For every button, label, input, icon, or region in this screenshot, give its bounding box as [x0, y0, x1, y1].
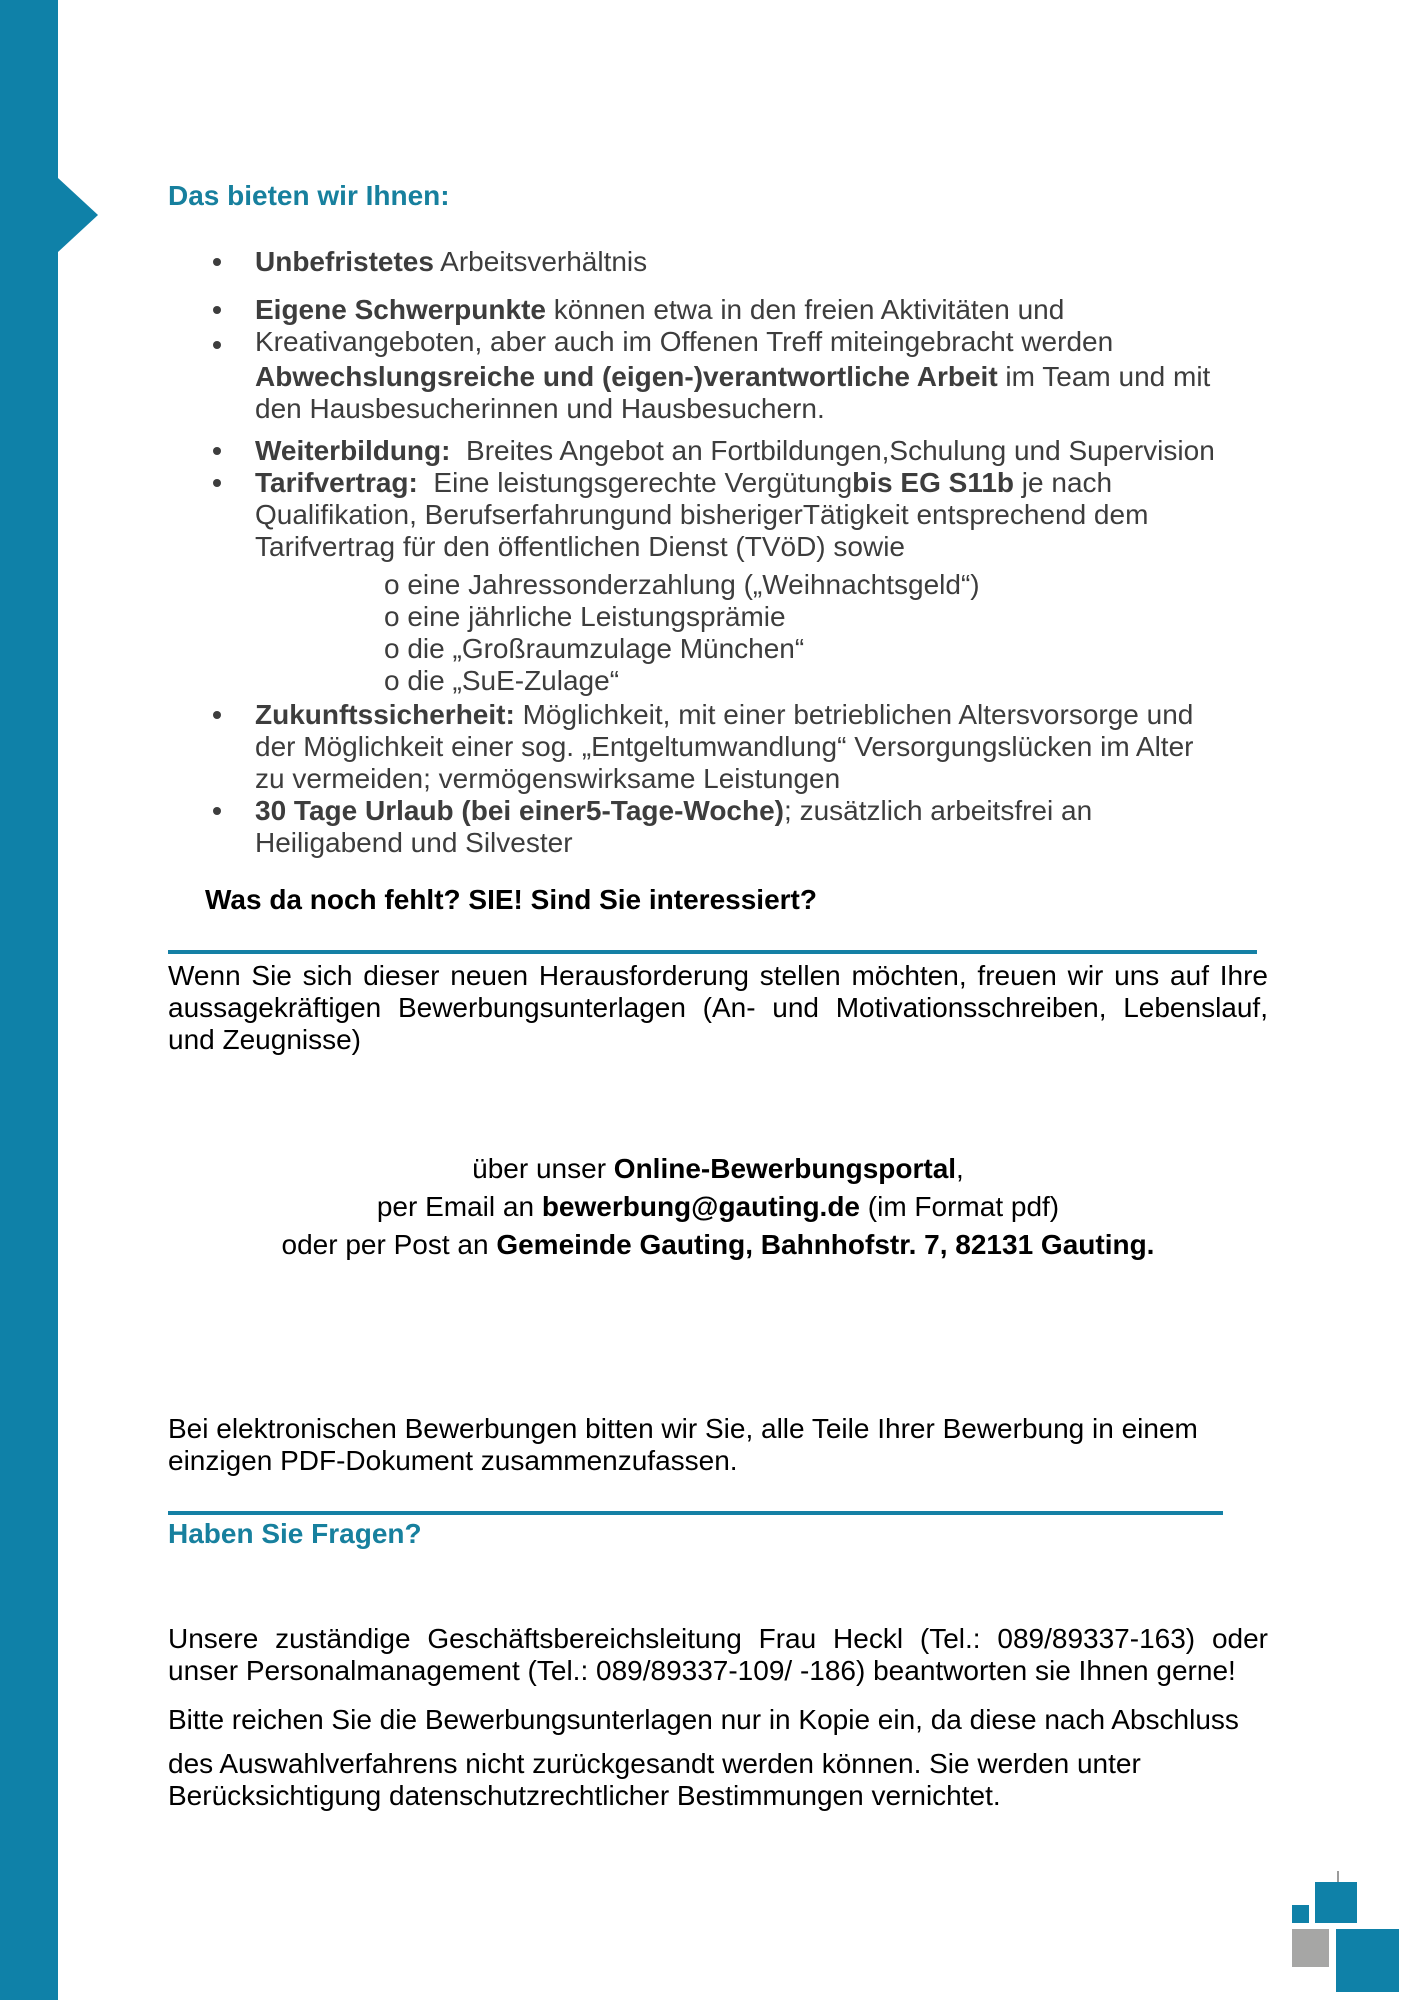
- regular-text: ,: [956, 1153, 964, 1184]
- sub-bullet-text: die „Großraumzulage München“: [399, 633, 805, 664]
- logo-square-small-teal: [1292, 1905, 1309, 1923]
- circle-bullet-marker: o: [384, 633, 400, 664]
- regular-text: im Team und mit: [997, 361, 1211, 392]
- regular-text: zu vermeiden; vermögenswirksame Leistungen: [255, 763, 841, 794]
- pdf-note-paragraph: Bei elektronischen Bewerbungen bitten wir Sie, alle Teile Ihrer Bewerbung in einem einzigen PDF-Dokument zusammenzufassen.: [168, 1413, 1198, 1476]
- offer-list-line: [255, 294, 1215, 326]
- bullet-dot-icon: [213, 258, 221, 266]
- regular-text: Tarifvertrag für den öffentlichen Dienst (TVöD) sowie: [255, 531, 905, 562]
- offer-list-line: [255, 326, 1215, 358]
- application-channels: [168, 1150, 1268, 1264]
- bold-text: bewerbung@gauting.de: [541, 1191, 860, 1222]
- copy-note-line: Bitte reichen Sie die Bewerbungsunterlagen nur in Kopie ein, da diese nach Abschluss: [168, 1704, 1239, 1735]
- offer-list-item: [168, 435, 1215, 467]
- bold-text: Zukunftssicherheit:: [255, 699, 515, 730]
- offer-heading: Das bieten wir Ihnen:: [168, 180, 450, 211]
- bold-text: Tarifvertrag:: [255, 467, 418, 498]
- logo-square-large-teal: [1336, 1929, 1399, 1992]
- logo-square-gray: [1292, 1929, 1329, 1967]
- bold-text: 30 Tage Urlaub (bei einer5-Tage-Woche): [255, 795, 785, 826]
- regular-text: oder per Post an: [281, 1229, 497, 1260]
- offer-list-line: [255, 827, 1215, 859]
- regular-text: Möglichkeit, mit einer betrieblichen Altersvorsorge und: [514, 699, 1194, 730]
- application-channel-line: [168, 1150, 1268, 1188]
- offer-list-item: [168, 246, 1215, 278]
- offer-list-line: [255, 795, 1215, 827]
- bullet-dot-icon: [213, 711, 221, 719]
- offer-list-line: [255, 467, 1215, 499]
- offer-sub-list-item: [384, 601, 1215, 633]
- offer-sub-list-item: [384, 569, 1215, 601]
- offer-list-line: [255, 731, 1215, 763]
- offer-list-item: [168, 294, 1215, 358]
- offer-list-line: [255, 499, 1215, 531]
- regular-text: den Hausbesucherinnen und Hausbesuchern.: [255, 393, 825, 424]
- offer-list-item: [168, 467, 1215, 697]
- offer-list-line: [255, 393, 1215, 425]
- application-channel-line: [168, 1226, 1268, 1264]
- regular-text: über unser: [472, 1153, 614, 1184]
- offer-list-line: [255, 246, 1215, 278]
- bullet-dot-icon: [213, 479, 221, 487]
- offer-list-item: [168, 795, 1215, 859]
- regular-text: Kreativangeboten, aber auch im Offenen Treff miteingebracht werden: [255, 326, 1114, 357]
- bullet-dot-icon: [213, 341, 221, 349]
- left-accent-arrow-icon: [58, 178, 98, 252]
- copy-note-paragraph: des Auswahlverfahrens nicht zurückgesandt werden können. Sie werden unter Berücksichtigung datenschutzrechtlicher Bestimmungen vernichtet.: [168, 1748, 1141, 1811]
- regular-text: Arbeitsverhältnis: [433, 246, 648, 277]
- offer-sub-list-item: [384, 665, 1215, 697]
- logo-tick-mark: [1337, 1871, 1339, 1882]
- regular-text: können etwa in den freien Aktivitäten und: [545, 294, 1065, 325]
- regular-text: Breites Angebot an Fortbildungen,Schulung und Supervision: [450, 435, 1215, 466]
- bullet-dot-icon: [213, 306, 221, 314]
- regular-text: je nach: [1014, 467, 1113, 498]
- questions-heading: Haben Sie Fragen?: [168, 1518, 422, 1549]
- regular-text: Qualifikation, Berufserfahrungund bisherigerTätigkeit entsprechend dem: [255, 499, 1149, 530]
- regular-text: per Email an: [376, 1191, 542, 1222]
- divider-line: [168, 950, 1257, 954]
- contact-paragraph: Unsere zuständige Geschäftsbereichsleitung Frau Heckl (Tel.: 089/89337-163) oder unser Personalmanagement (Tel.: 089/89337-109/ -186) beantworten sie Ihnen gerne!: [168, 1623, 1268, 1686]
- left-accent-bar: [0, 0, 58, 2000]
- regular-text: der Möglichkeit einer sog. „Entgeltumwandlung“ Versorgungslücken im Alter: [255, 731, 1194, 762]
- circle-bullet-marker: o: [384, 665, 400, 696]
- sub-bullet-text: eine Jahressonderzahlung („Weihnachtsgeld“): [399, 569, 980, 600]
- offer-list-line: [255, 361, 1215, 393]
- divider-line: [168, 1511, 1223, 1515]
- bold-text: Eigene Schwerpunkte: [255, 294, 546, 325]
- offer-list: [168, 246, 1215, 859]
- regular-text: Heiligabend und Silvester: [255, 827, 573, 858]
- offer-sub-list-item: [384, 633, 1215, 665]
- interest-heading: Was da noch fehlt? SIE! Sind Sie interessiert?: [205, 884, 817, 915]
- circle-bullet-marker: o: [384, 569, 400, 600]
- regular-text: Eine leistungsgerechte Vergütung: [417, 467, 853, 498]
- offer-list-line: [255, 435, 1215, 467]
- offer-list-item: [168, 699, 1215, 795]
- offer-list-line: [255, 699, 1215, 731]
- sub-bullet-text: die „SuE-Zulage“: [399, 665, 620, 696]
- bold-text: Abwechslungsreiche und (eigen-)verantwortliche Arbeit: [255, 361, 998, 392]
- regular-text: ; zusätzlich arbeitsfrei an: [784, 795, 1093, 826]
- bold-text: bis EG S11b: [852, 467, 1015, 498]
- bold-text: Gemeinde Gauting, Bahnhofstr. 7, 82131 Gauting.: [496, 1229, 1155, 1260]
- regular-text: (im Format pdf): [860, 1191, 1060, 1222]
- bold-text: Online-Bewerbungsportal: [613, 1153, 957, 1184]
- bold-text: Unbefristetes: [255, 246, 434, 277]
- offer-sub-list: [384, 569, 1215, 697]
- bold-text: Weiterbildung:: [255, 435, 451, 466]
- logo-square-mid-teal: [1315, 1882, 1357, 1923]
- offer-list-line: [255, 763, 1215, 795]
- offer-list-line: [255, 531, 1215, 563]
- application-channel-line: [168, 1188, 1268, 1226]
- bullet-dot-icon: [213, 447, 221, 455]
- offer-list-item: [168, 361, 1215, 425]
- bullet-dot-icon: [213, 807, 221, 815]
- sub-bullet-text: eine jährliche Leistungsprämie: [399, 601, 786, 632]
- apply-paragraph: Wenn Sie sich dieser neuen Herausforderung stellen möchten, freuen wir uns auf Ihre aussagekräftigen Bewerbungsunterlagen (An- und Motivationsschreiben, Lebenslauf, und Zeugnisse): [168, 960, 1268, 1055]
- circle-bullet-marker: o: [384, 601, 400, 632]
